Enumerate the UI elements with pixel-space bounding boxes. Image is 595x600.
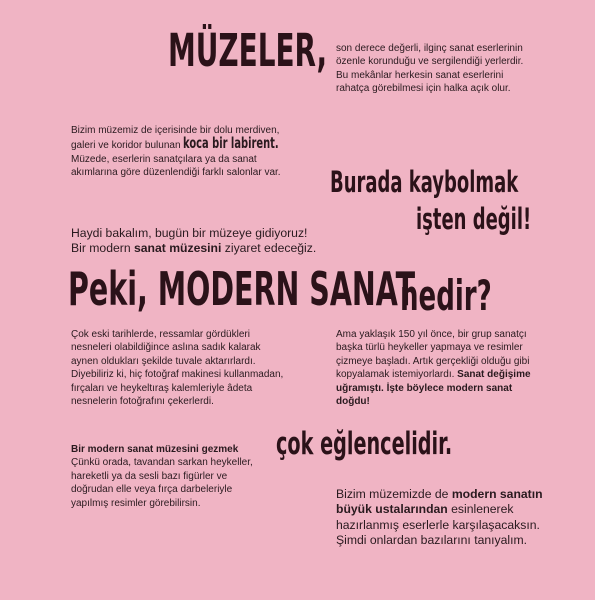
closing-text	[336, 487, 558, 549]
question-main: Peki, MODERN SANAT	[68, 262, 416, 316]
question-small: nedir?	[400, 271, 492, 320]
visit-text	[71, 226, 391, 257]
modern-art-bold: Sanat değişime uğramıştı. İşte böylece modern sanat doğdu!	[336, 369, 531, 408]
fun-handwritten: çok eğlencelidir.	[276, 426, 453, 462]
visit-line2-pre: Bir modern	[71, 241, 134, 256]
modern-art-birth-text	[336, 328, 546, 408]
history-text: Çok eski tarihlerde, ressamlar gördükleri nesneleri olabildiğince aslına sadık kalarak aynen oldukları şekilde tuvale aktarırlardı. Diyebiliriz ki, hiç fotoğraf makinesi kullanmadan, fırçaları ve heykeltıraş kalemleriyle âdeta nesnelerin fotoğrafını çekerlerdi.	[71, 329, 284, 408]
visit-line2-post: ziyaret edeceğiz.	[221, 241, 317, 256]
closing-post: esinlenerek hazırlanmış eserlerle karşılaşacaksın. Şimdi onlardan bazılarını tanıyalım.	[336, 502, 540, 548]
lost-line2: işten değil!	[416, 202, 532, 236]
fun-bold: Bir modern sanat müzesini gezmek	[71, 444, 239, 455]
fun-text	[71, 443, 271, 510]
labyrinth-handwritten: koca bir labirent.	[183, 134, 279, 153]
visit-line1: Haydi bakalım, bugün bir müzeye gidiyoruz!	[71, 226, 308, 240]
intro-labyrinth	[71, 124, 301, 180]
visit-line2-bold: sanat müzesini	[134, 241, 222, 256]
closing-bold: modern sanatın büyük ustalarından	[336, 487, 543, 517]
closing-pre: Bizim müzemizde de	[336, 487, 452, 501]
intro-definition: son derece değerli, ilginç sanat eserlerinin özenle korunduğu ve sergilendiği yerlerdir. Bu mekânlar herkesin sanat eserlerini rahatça görebilmesi için halka açık olur.	[336, 43, 524, 95]
heading-muzeler: MÜZELER,	[168, 24, 328, 77]
intro-part1: Bizim müzemiz de içerisinde bir dolu merdiven, galeri ve koridor bulunan	[71, 125, 280, 152]
modern-art-text: Ama yaklaşık 150 yıl önce, bir grup sanatçı başka türlü heykeller yapmaya ve resimler çizmeye başladı. Artık gerçekliği olduğu gibi kopyalamak istemiyorlardı.	[336, 329, 530, 381]
fun-body: Çünkü orada, tavandan sarkan heykeller, hareketli ya da sesli bazı figürler ve doğrudan elle veya fırça darbeleriyle yapılmış resimler görebilirsin.	[71, 457, 253, 509]
lost-line1: Burada kaybolmak	[330, 165, 519, 199]
intro-part2: Müzede, eserlerin sanatçılara ya da sanat akımlarına göre düzenlendiği farklı salonlar var.	[71, 153, 281, 179]
